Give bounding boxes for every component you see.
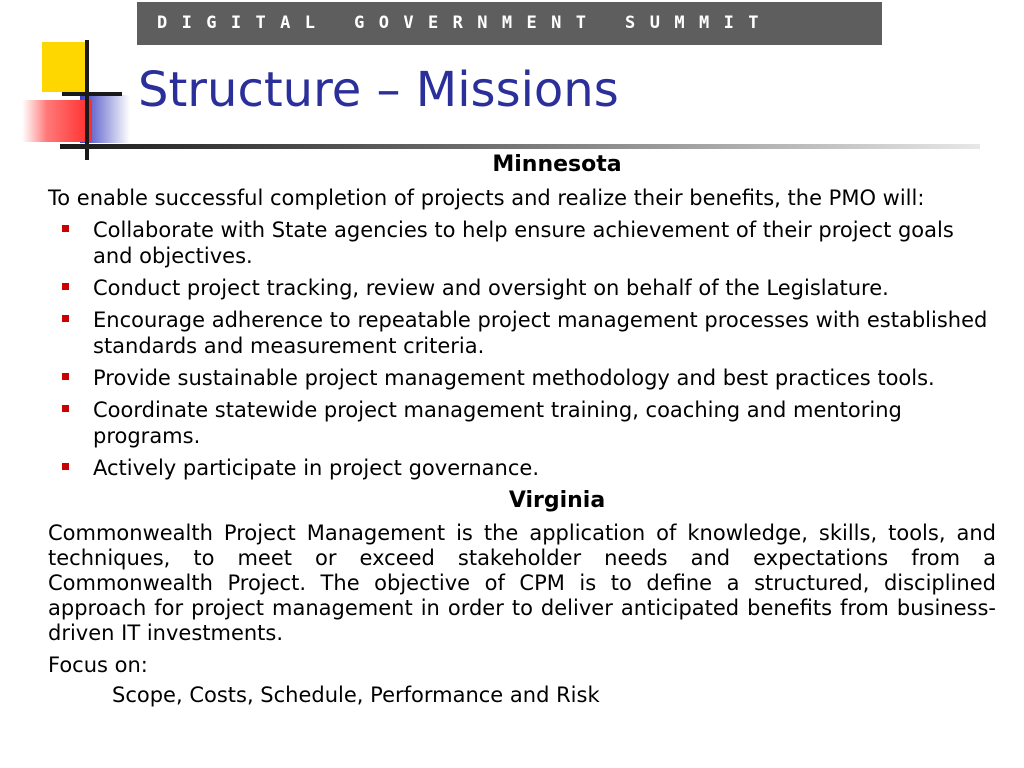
square-bullet-icon [62, 373, 69, 380]
slide-title: Structure – Missions [138, 62, 619, 118]
minnesota-intro: To enable successful completion of projects and realize their benefits, the PMO will: [48, 186, 925, 210]
square-bullet-icon [62, 315, 69, 322]
square-bullet-icon [62, 405, 69, 412]
decorative-squares-logo [0, 0, 140, 165]
mission-text: Collaborate with State agencies to help ensure achievement of their project goals and objectives. [93, 218, 954, 268]
mission-item [48, 365, 996, 391]
mission-item [48, 275, 996, 301]
focus-label: Focus on: [48, 653, 148, 677]
mission-text: Conduct project tracking, review and oversight on behalf of the Legislature. [93, 276, 889, 300]
mission-item [48, 455, 996, 481]
summit-banner [137, 2, 882, 45]
mission-text: Provide sustainable project management methodology and best practices tools. [93, 366, 935, 390]
mission-text: Encourage adherence to repeatable project management processes with established standards and measurement criteria. [93, 308, 988, 358]
mission-item [48, 217, 996, 269]
mission-item [48, 397, 996, 449]
square-bullet-icon [62, 225, 69, 232]
title-divider [60, 144, 980, 149]
minnesota-mission-list [48, 217, 996, 481]
focus-items: Scope, Costs, Schedule, Performance and Risk [112, 683, 600, 707]
virginia-heading: Virginia [508, 488, 606, 513]
virginia-paragraph: Commonwealth Project Management is the application of knowledge, skills, tools, and techniques, to meet or exceed stakeholder needs and expectations from a Commonwealth Project. The objective of CPM is to define a structured, disciplined approach for project management in order to deliver anticipated benefits from business-driven IT investments. [48, 521, 996, 645]
minnesota-heading: Minnesota [492, 152, 622, 177]
mission-text: Actively participate in project governance. [93, 456, 540, 480]
slide-body [48, 151, 996, 708]
square-bullet-icon [62, 463, 69, 470]
banner-text: DIGITAL GOVERNMENT SUMMIT [157, 13, 773, 33]
square-bullet-icon [62, 283, 69, 290]
mission-text: Coordinate statewide project management training, coaching and mentoring programs. [93, 398, 902, 448]
mission-item [48, 307, 996, 359]
